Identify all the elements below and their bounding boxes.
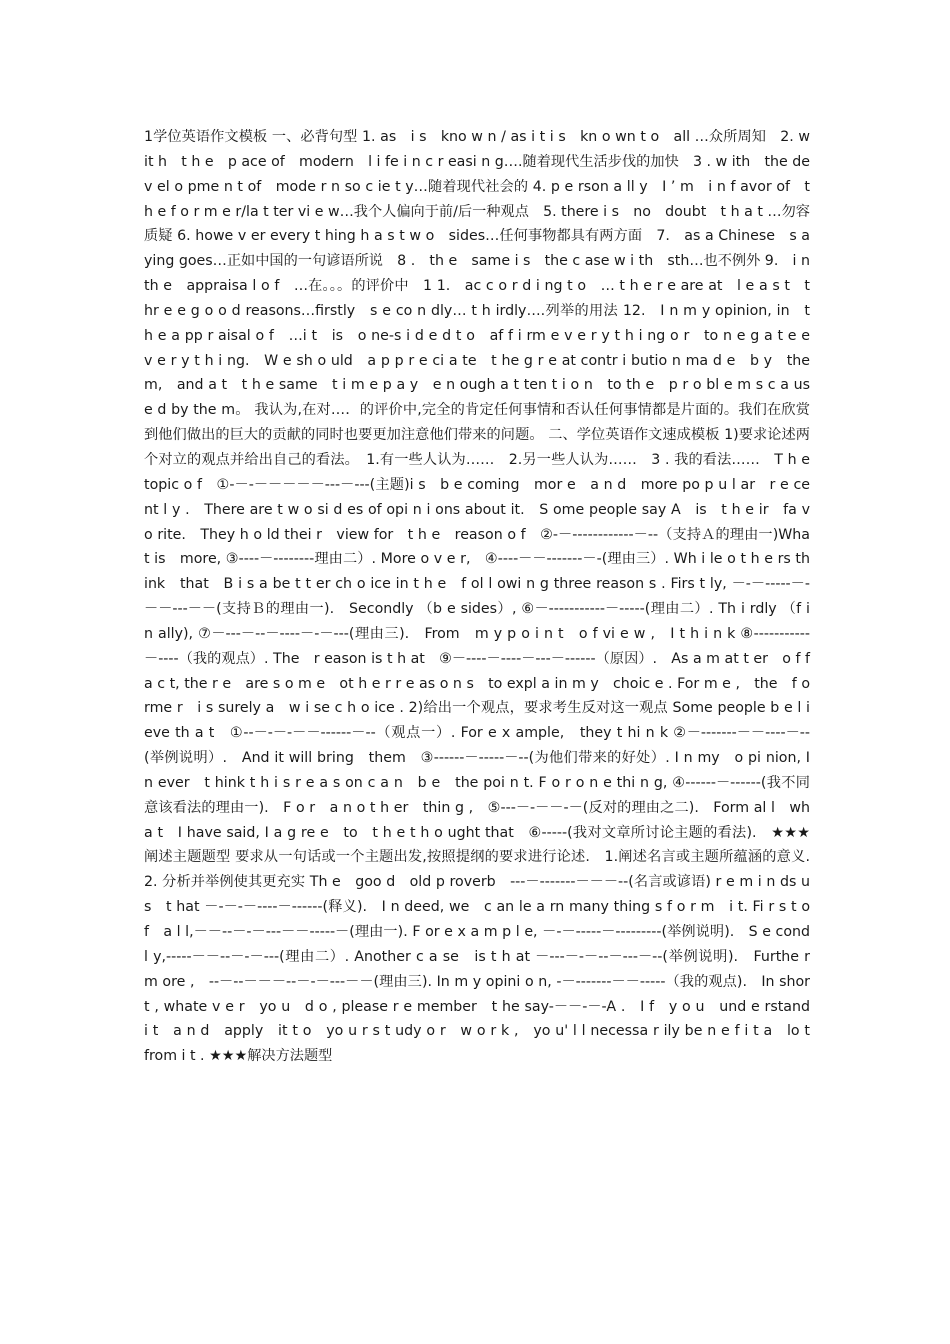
document-body-text: 1学位英语作文模板 一、必背句型 1. as i s kno w n / as i t i s kn o wn t o all …众所周知 2. w it h t h e p ace of modern l i fe i n c r easi n g….随着现代生活步伐的加快 3 . w ith the de v el o pme n t of mode r n so c ie t y…随着现代社会的 4. p e rson a ll y I ’ m i n f avor of t h e f o r m e r/la t ter vi e w…我个人偏向于前/后一种观点 5. there i s no doubt t h a t …勿容质疑 6. howe v er every t hing h a s t w o sides…任何事物都具有两方面 7. as a Chinese s aying goes…正如中国的一句谚语所说 8 . th e same i s the c ase w i th sth…也不例外 9. i n th e appraisa l o f …在。。。的评价中 1 1. ac c o r d i ng t o … t h e r e are at l e a s t t hr e e g o o d reasons…firstly s e co n dly… t h irdly….列举的用法 12. I n m y opinion, in t h e a pp r aisal o f …i t is o ne-s i d e d t o af f i rm e v e r y t h i ng o r to n e g a t e e v e r y t h i ng. W e sh o uld a p p r e ci a te t he g r e at contr i butio n ma d e b y them, and a t t h e same t i m e p a y e n ough a t ten t i o n to th e p r o bl e m s c a us e d by the m。 我认为,在对…．的评价中,完全的肯定任何事情和否认任何事情都是片面的。我们在欣赏到他们做出的巨大的贡献的同时也要更加注意他们带来的问题。 二、学位英语作文速成模板 1)要求论述两个对立的观点并给出自己的看法。 1.有一些人认为…… 2.另一些人认为…… 3 . 我的看法…… T h e topic o f ①-－-－－－－－---－---(主题)i s b e coming mor e a n d more po p u l ar r e cent l y . There are t w o si d es of opi n i ons about it. S ome people say A is t h e ir fa v o rite. They h o ld thei r view for t h e reason o f ②-－------------－--（支持Ａ的理由一)What is more, ③----－--------理由二）. More o v e r, ④----－－-------－-(理由三）. Wh i le o t h e rs think that B i s a be t t er ch o ice in t h e f ol l owi n g three reason s . Firs t ly, －-－-----－-－－---－－(支持Ｂ的理由一). Secondly （b e sides）, ⑥－-----------－-----(理由二）. Th i rdly （f i n ally), ⑦－---－--－----－-－---(理由三). From m y p o i n t o f vi e w , I t h i n k ⑧-----------－----（我的观点）. The r eason is t h at ⑨－----－----－---－------（原因）. As a m at t er o f fa c t, the r e are s o m e ot h e r r e as o n s to expl a in m y choic e . For m e , the f o rme r i s surely a w i se c h o ice . 2)给出一个观点，要求考生反对这一观点 Some people b e l ieve th a t ①--－-－-－－------－--（观点一）. For e x ample, they t hi n k ②－-------－－----－--(举例说明）. And it will bring them ③------－-----－--(为他们带来的好处）. I n my o pi nion, I n ever t hink t h i s r e a s on c a n b e the poi n t. F o r o n e thi n g, ④------－------(我不同意该看法的理由一). F o r a n o t h er thin g , ⑤---－-－－-－(反对的理由之二). Form al l wha t I have said, I a g re e to t h e t h o ught that ⑥-----(我对文章所讨论主题的看法). ★★★阐述主题题型 要求从一句话或一个主题出发,按照提纲的要求进行论述. 1.阐述名言或主题所蕴涵的意义. 2. 分析并举例使其更充实 Th e goo d old p roverb ---－-------－－－--(名言或谚语) r e m i n ds us t hat －-－-－----－------(释义). I n deed, we c an le a rn many thing s f o r m i t. Fi r s t o f a l l,－－--－-－---－－-----－(理由一). F or e x a m p l e, －-－-----－---------(举例说明). S e cond l y,-----－－--－-－---(理由二）. Another c a se is t h at －---－-－--－---－--(举例说明). Furthe r m ore , --－--－－－--－-－---－－(理由三). In m y opini o n, -－-------－－-----（我的观点). In shor t , whate v e r yo u d o , please r e member t he say-－－-－-A . I f y o u und e rstand i t a n d apply it t o yo u r s t udy o r w o r k , yo u' l l necessa r ily be n e f i t a lo t from i t . ★★★解决方法题型 (144, 129, 825, 1065)
